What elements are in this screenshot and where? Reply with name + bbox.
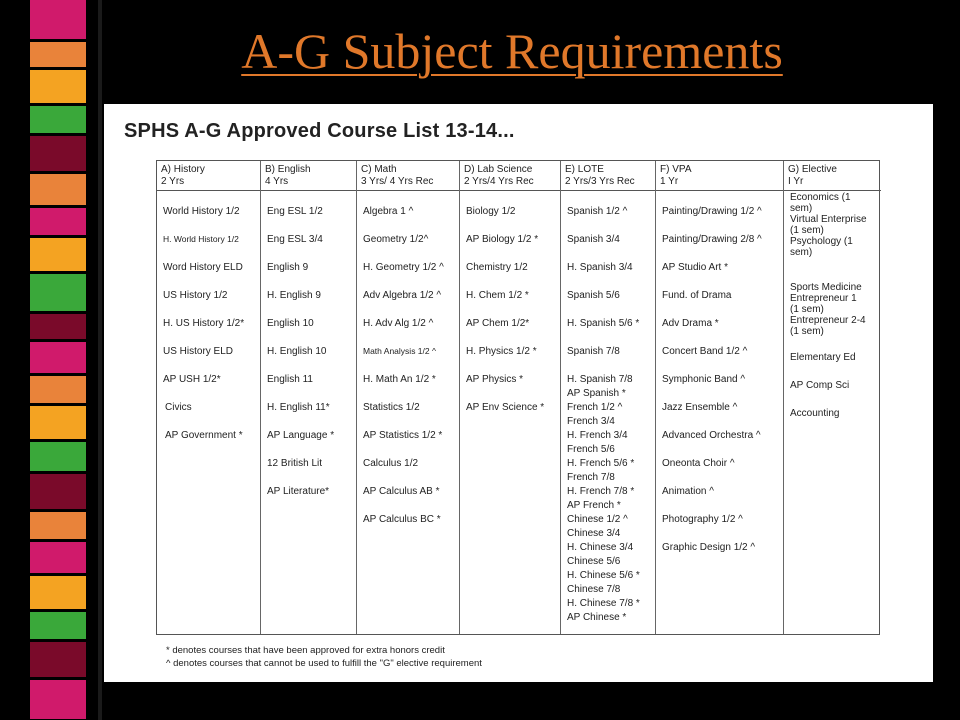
course-item: Graphic Design 1/2 ^ (662, 542, 756, 553)
column-name: A) History (161, 164, 205, 175)
course-item: Painting/Drawing 2/8 ^ (662, 234, 762, 245)
course-item: Spanish 1/2 ^ (567, 206, 628, 217)
column-years: I Yr (788, 176, 804, 187)
course-list-document (104, 104, 933, 682)
column-header (784, 161, 881, 191)
column-name: B) English (265, 164, 311, 175)
stripe-segment (30, 512, 86, 539)
course-item: Statistics 1/2 (363, 402, 420, 413)
course-item: French 5/6 (567, 444, 615, 455)
course-item: French 1/2 ^ (567, 402, 623, 413)
column-4 (560, 161, 655, 634)
course-item: Geometry 1/2^ (363, 234, 429, 245)
column-1 (260, 161, 356, 634)
course-item: Math Analysis 1/2 ^ (363, 346, 436, 356)
course-item: Chemistry 1/2 (466, 262, 528, 273)
slide-title-wrap (0, 22, 960, 80)
course-item: AP Calculus BC * (363, 514, 441, 525)
course-item: Jazz Ensemble ^ (662, 402, 738, 413)
course-item: Psychology (1 (790, 236, 853, 247)
course-item: Chinese 3/4 (567, 528, 621, 539)
course-item: Advanced Orchestra ^ (662, 430, 761, 441)
column-header (460, 161, 560, 191)
column-5 (655, 161, 783, 634)
course-item: Chinese 1/2 ^ (567, 514, 628, 525)
course-item: AP Physics * (466, 374, 524, 385)
course-item: H. Chinese 5/6 * (567, 570, 640, 581)
course-item: Spanish 7/8 (567, 346, 620, 357)
column-years: 1 Yr (660, 176, 679, 187)
course-item: H. Chem 1/2 * (466, 290, 529, 301)
footnotes (166, 644, 482, 670)
course-item: US History ELD (163, 346, 234, 357)
course-item: H. Chinese 7/8 * (567, 598, 640, 609)
stripe-segment (30, 474, 86, 509)
column-6 (783, 161, 881, 634)
column-header (561, 161, 655, 191)
course-item: Elementary Ed (790, 352, 856, 363)
stripe-segment (30, 442, 86, 471)
document-heading: SPHS A-G Approved Course List 13-14... (124, 120, 515, 142)
course-item: Economics (1 (790, 192, 851, 203)
column-0 (157, 161, 260, 634)
course-item: US History 1/2 (163, 290, 228, 301)
course-item: 12 British Lit (267, 458, 323, 469)
course-item: H. French 5/6 * (567, 458, 635, 469)
course-item: AP Calculus AB * (363, 486, 440, 497)
course-item: French 3/4 (567, 416, 615, 427)
course-item: H. World History 1/2 (163, 234, 239, 244)
course-item: Adv Drama * (662, 318, 719, 329)
course-item: AP Spanish * (567, 388, 626, 399)
course-item: AP Literature* (267, 486, 330, 497)
course-item: AP Env Science * (466, 402, 545, 413)
course-item: English 9 (267, 262, 309, 273)
course-item: H. English 11* (267, 402, 330, 413)
course-item: (1 sem) (790, 225, 824, 236)
course-item: French 7/8 (567, 472, 615, 483)
course-item: Sports Medicine (790, 282, 862, 293)
course-item: AP Government * (165, 430, 243, 441)
course-item: AP Chinese * (567, 612, 627, 623)
course-item: H. Spanish 7/8 (567, 374, 633, 385)
column-years: 3 Yrs/ 4 Yrs Rec (361, 176, 434, 187)
column-years: 2 Yrs (161, 176, 185, 187)
stripe-segment (30, 174, 86, 205)
course-item: World History 1/2 (163, 206, 240, 217)
divider-line (98, 0, 102, 720)
course-item: AP Studio Art * (662, 262, 728, 273)
column-years: 2 Yrs/4 Yrs Rec (464, 176, 534, 187)
course-item: H. Math An 1/2 * (363, 374, 436, 385)
course-item: Entrepreneur 2-4 (790, 315, 866, 326)
course-item: H. English 9 (267, 290, 321, 301)
course-item: Virtual Enterprise (790, 214, 867, 225)
course-item: Painting/Drawing 1/2 ^ (662, 206, 762, 217)
stripe-segment (30, 274, 86, 311)
column-name: D) Lab Science (464, 164, 533, 175)
column-header (357, 161, 459, 191)
stripe-segment (30, 342, 86, 373)
course-item: Spanish 3/4 (567, 234, 620, 245)
course-item: Eng ESL 3/4 (267, 234, 323, 245)
course-item: AP Chem 1/2* (466, 318, 530, 329)
course-item: (1 sem) (790, 304, 824, 315)
stripe-segment (30, 680, 86, 719)
course-item: Animation ^ (662, 486, 714, 497)
column-years: 4 Yrs (265, 176, 289, 187)
column-name: E) LOTE (565, 164, 604, 175)
course-item: Fund. of Drama (662, 290, 732, 301)
column-header (656, 161, 783, 191)
course-item: H. Geometry 1/2 ^ (363, 262, 444, 273)
slide-title: A-G Subject Requirements (241, 23, 783, 79)
course-item: AP French * (567, 500, 621, 511)
stripe-segment (30, 238, 86, 271)
course-item: Accounting (790, 408, 840, 419)
course-item: Chinese 5/6 (567, 556, 621, 567)
course-item: H. Spanish 5/6 * (567, 318, 640, 329)
column-3 (459, 161, 560, 634)
course-item: H. US History 1/2* (163, 318, 245, 329)
course-item: Photography 1/2 ^ (662, 514, 743, 525)
column-header (157, 161, 260, 191)
course-item: Algebra 1 ^ (363, 206, 414, 217)
course-item: AP Comp Sci (790, 380, 850, 391)
stripe-segment (30, 208, 86, 235)
course-item: H. French 3/4 (567, 430, 628, 441)
column-header (261, 161, 356, 191)
course-item: Entrepreneur 1 (790, 293, 857, 304)
course-item: Concert Band 1/2 ^ (662, 346, 748, 357)
course-item: AP USH 1/2* (163, 374, 221, 385)
footnote-honors: * denotes courses that have been approved for extra honors credit (166, 645, 445, 656)
course-item: AP Statistics 1/2 * (363, 430, 443, 441)
course-item: Adv Algebra 1/2 ^ (363, 290, 442, 301)
decorative-stripes (30, 0, 86, 720)
stripe-segment (30, 376, 86, 403)
stripe-segment (30, 612, 86, 639)
column-name: G) Elective (788, 164, 837, 175)
course-item: AP Language * (267, 430, 335, 441)
stripe-segment (30, 642, 86, 677)
stripe-segment (30, 406, 86, 439)
course-item: H. Chinese 3/4 (567, 542, 634, 553)
course-item: English 11 (267, 374, 313, 385)
course-item: Chinese 7/8 (567, 584, 621, 595)
column-name: F) VPA (660, 164, 692, 175)
course-item: AP Biology 1/2 * (466, 234, 539, 245)
stripe-segment (30, 106, 86, 133)
course-item: Eng ESL 1/2 (267, 206, 323, 217)
stripe-segment (30, 542, 86, 573)
course-item: (1 sem) (790, 326, 824, 337)
column-name: C) Math (361, 164, 397, 175)
stripe-segment (30, 136, 86, 171)
course-item: Spanish 5/6 (567, 290, 620, 301)
stripe-segment (30, 576, 86, 609)
course-table (156, 160, 880, 635)
course-item: sem) (790, 247, 813, 258)
course-item: Symphonic Band ^ (662, 374, 746, 385)
course-item: H. Spanish 3/4 (567, 262, 633, 273)
course-item: H. Physics 1/2 * (466, 346, 537, 357)
course-item: H. English 10 (267, 346, 327, 357)
stripe-segment (30, 314, 86, 339)
course-item: Calculus 1/2 (363, 458, 419, 469)
footnote-elective: ^ denotes courses that cannot be used to fulfill the "G" elective requirement (166, 658, 482, 669)
course-item: Biology 1/2 (466, 206, 516, 217)
course-item: English 10 (267, 318, 314, 329)
column-2 (356, 161, 459, 634)
course-item: sem) (790, 203, 813, 214)
course-item: Civics (165, 402, 192, 413)
course-item: Word History ELD (163, 262, 243, 273)
course-item: Oneonta Choir ^ (662, 458, 735, 469)
course-item: H. Adv Alg 1/2 ^ (363, 318, 434, 329)
course-item: H. French 7/8 * (567, 486, 635, 497)
column-years: 2 Yrs/3 Yrs Rec (565, 176, 635, 187)
